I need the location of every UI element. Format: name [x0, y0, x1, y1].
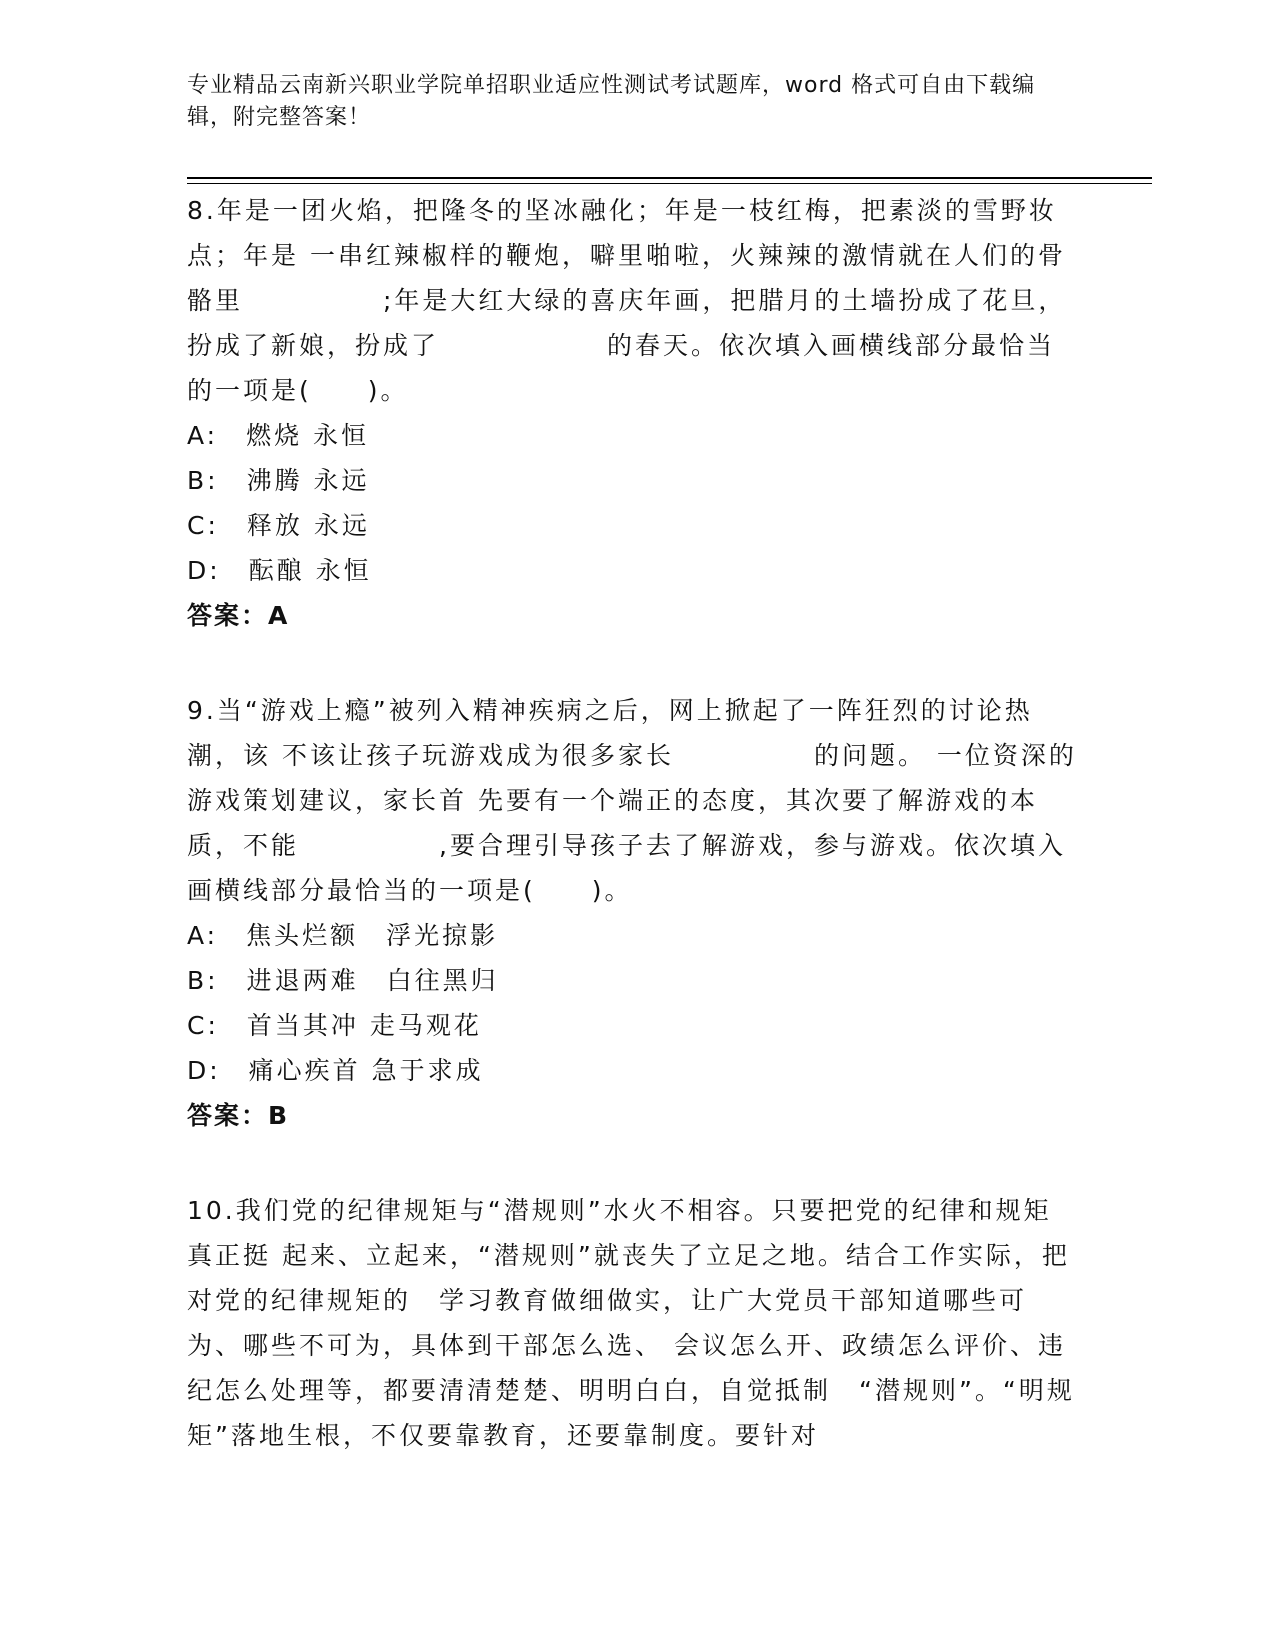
question-10	[187, 1188, 1077, 1458]
option-c: C: 释放 永远	[187, 511, 370, 540]
option-d: D: 酝酿 永恒	[187, 556, 372, 585]
question-text: 9.当“游戏上瘾”被列入精神疾病之后，网上掀起了一阵狂烈的讨论热潮，该 不该让孩子玩游戏成为很多家长 的问题。 一位资深的游戏策划建议，家长首 先要有一个端正的态度，其次要了解游戏的本质，不能 ,要合理引导孩子去了解游戏，参与游戏。依次填入画横线部分最恰当的一项是( )。	[187, 696, 1077, 905]
question-9	[187, 688, 1077, 1138]
page-header: 专业精品云南新兴职业学院单招职业适应性测试考试题库，word 格式可自由下载编辑，附完整答案！	[187, 73, 1036, 130]
option-b: B: 进退两难 白往黑归	[187, 966, 499, 995]
option-a: A: 燃烧 永恒	[187, 421, 370, 450]
answer: 答案：A	[187, 601, 290, 630]
question-8	[187, 188, 1077, 638]
answer: 答案：B	[187, 1101, 290, 1130]
header-divider-thick	[187, 177, 1152, 179]
option-a: A: 焦头烂额 浮光掠影	[187, 921, 499, 950]
option-d: D: 痛心疾首 急于求成	[187, 1056, 484, 1085]
option-b: B: 沸腾 永远	[187, 466, 370, 495]
question-text: 8.年是一团火焰，把隆冬的坚冰融化；年是一枝红梅，把素淡的雪野妆点；年是 一串红辣椒样的鞭炮，噼里啪啦，火辣辣的激情就在人们的骨骼里 ;年是大红大绿的喜庆年画，把腊月的土墙扮成了花旦，扮成了新娘，扮成了 的春天。依次填入画横线部分最恰当的一项是( )。	[187, 196, 1067, 405]
option-c: C: 首当其冲 走马观花	[187, 1011, 482, 1040]
question-text: 10.我们党的纪律规矩与“潜规则”水火不相容。只要把党的纪律和规矩真正挺 起来、立起来，“潜规则”就丧失了立足之地。结合工作实际，把对党的纪律规矩的 学习教育做细做实，让广大党员干部知道哪些可为、哪些不可为，具体到干部怎么选、 会议怎么开、政绩怎么评价、违纪怎么处理等，都要清清楚楚、明明白白，自觉抵制 “潜规则”。“明规矩”落地生根，不仅要靠教育，还要靠制度。要针对	[187, 1196, 1075, 1450]
header-divider-thin	[187, 183, 1152, 184]
